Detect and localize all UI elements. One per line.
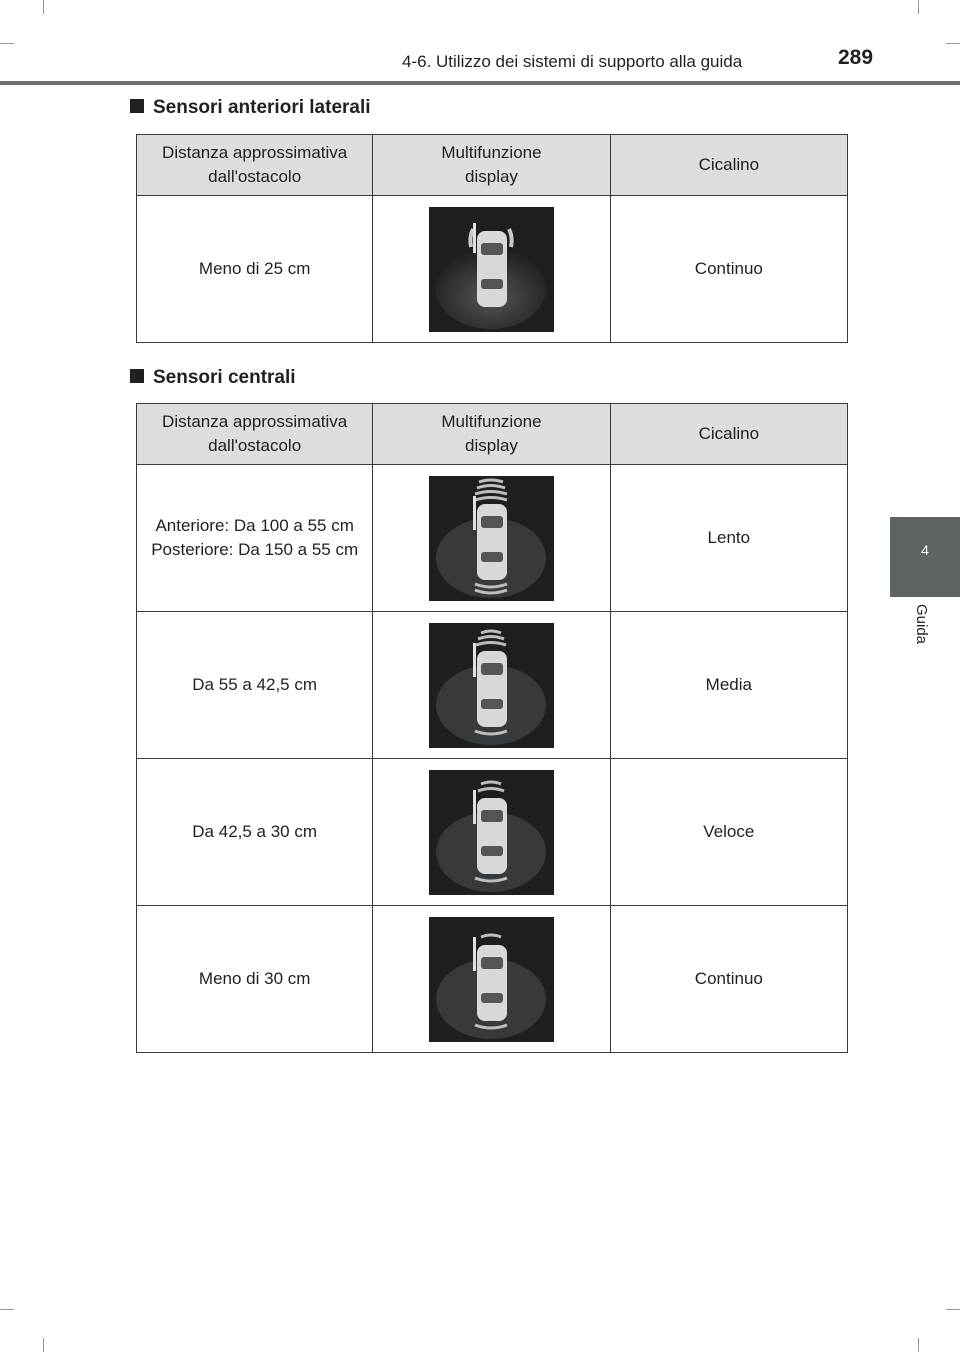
table-row bbox=[137, 196, 848, 343]
square-bullet-icon bbox=[130, 369, 144, 383]
crop-mark bbox=[918, 1338, 919, 1352]
display-cell bbox=[373, 759, 610, 906]
table-header-row bbox=[137, 135, 848, 196]
buzzer-cell: Media bbox=[610, 612, 847, 759]
distance-cell: Meno di 30 cm bbox=[137, 906, 373, 1053]
chapter-number: 4 bbox=[921, 542, 929, 558]
section-heading-text: Sensori anteriori laterali bbox=[153, 97, 371, 118]
crop-mark bbox=[0, 1309, 14, 1310]
crop-mark bbox=[0, 43, 14, 44]
display-cell bbox=[373, 196, 610, 343]
section-heading bbox=[130, 97, 371, 119]
chapter-label: Guida bbox=[913, 604, 930, 645]
car-center-sensor-2-bars-icon bbox=[429, 770, 554, 895]
sensor-table-front-side bbox=[136, 134, 848, 343]
distance-cell: Meno di 25 cm bbox=[137, 196, 373, 343]
crop-mark bbox=[43, 0, 44, 14]
section-heading-text: Sensori centrali bbox=[153, 367, 296, 388]
crop-mark bbox=[43, 1338, 44, 1352]
display-cell bbox=[373, 612, 610, 759]
buzzer-cell: Lento bbox=[610, 465, 847, 612]
crop-mark bbox=[946, 1309, 960, 1310]
distance-cell: Anteriore: Da 100 a 55 cm Posteriore: Da 150 a 55 cm bbox=[137, 465, 373, 612]
buzzer-cell: Continuo bbox=[610, 906, 847, 1053]
square-bullet-icon bbox=[130, 99, 144, 113]
crop-mark bbox=[918, 0, 919, 14]
buzzer-cell: Continuo bbox=[610, 196, 847, 343]
crop-mark bbox=[946, 43, 960, 44]
page-number: 289 bbox=[838, 46, 874, 69]
display-cell bbox=[373, 906, 610, 1053]
section-heading bbox=[130, 367, 296, 389]
column-header-buzzer: Cicalino bbox=[610, 404, 847, 465]
sensor-table-center bbox=[136, 403, 848, 1053]
table-row bbox=[137, 612, 848, 759]
running-header: 4-6. Utilizzo dei sistemi di supporto alla guida bbox=[402, 52, 743, 71]
distance-cell: Da 55 a 42,5 cm bbox=[137, 612, 373, 759]
car-front-side-sensor-icon bbox=[429, 207, 554, 332]
car-center-sensor-3-bars-icon bbox=[429, 623, 554, 748]
column-header-distance: Distanza approssimativa dall'ostacolo bbox=[137, 404, 373, 465]
header-rule bbox=[0, 81, 960, 85]
chapter-tab[interactable] bbox=[890, 517, 960, 597]
table-row bbox=[137, 759, 848, 906]
distance-cell: Da 42,5 a 30 cm bbox=[137, 759, 373, 906]
buzzer-cell: Veloce bbox=[610, 759, 847, 906]
car-center-sensor-4-bars-icon bbox=[429, 476, 554, 601]
column-header-display: Multifunzione display bbox=[373, 135, 610, 196]
table-row bbox=[137, 465, 848, 612]
table-row bbox=[137, 906, 848, 1053]
display-cell bbox=[373, 465, 610, 612]
table-header-row bbox=[137, 404, 848, 465]
car-center-sensor-1-bar-icon bbox=[429, 917, 554, 1042]
column-header-distance: Distanza approssimativa dall'ostacolo bbox=[137, 135, 373, 196]
column-header-display: Multifunzione display bbox=[373, 404, 610, 465]
column-header-buzzer: Cicalino bbox=[610, 135, 847, 196]
